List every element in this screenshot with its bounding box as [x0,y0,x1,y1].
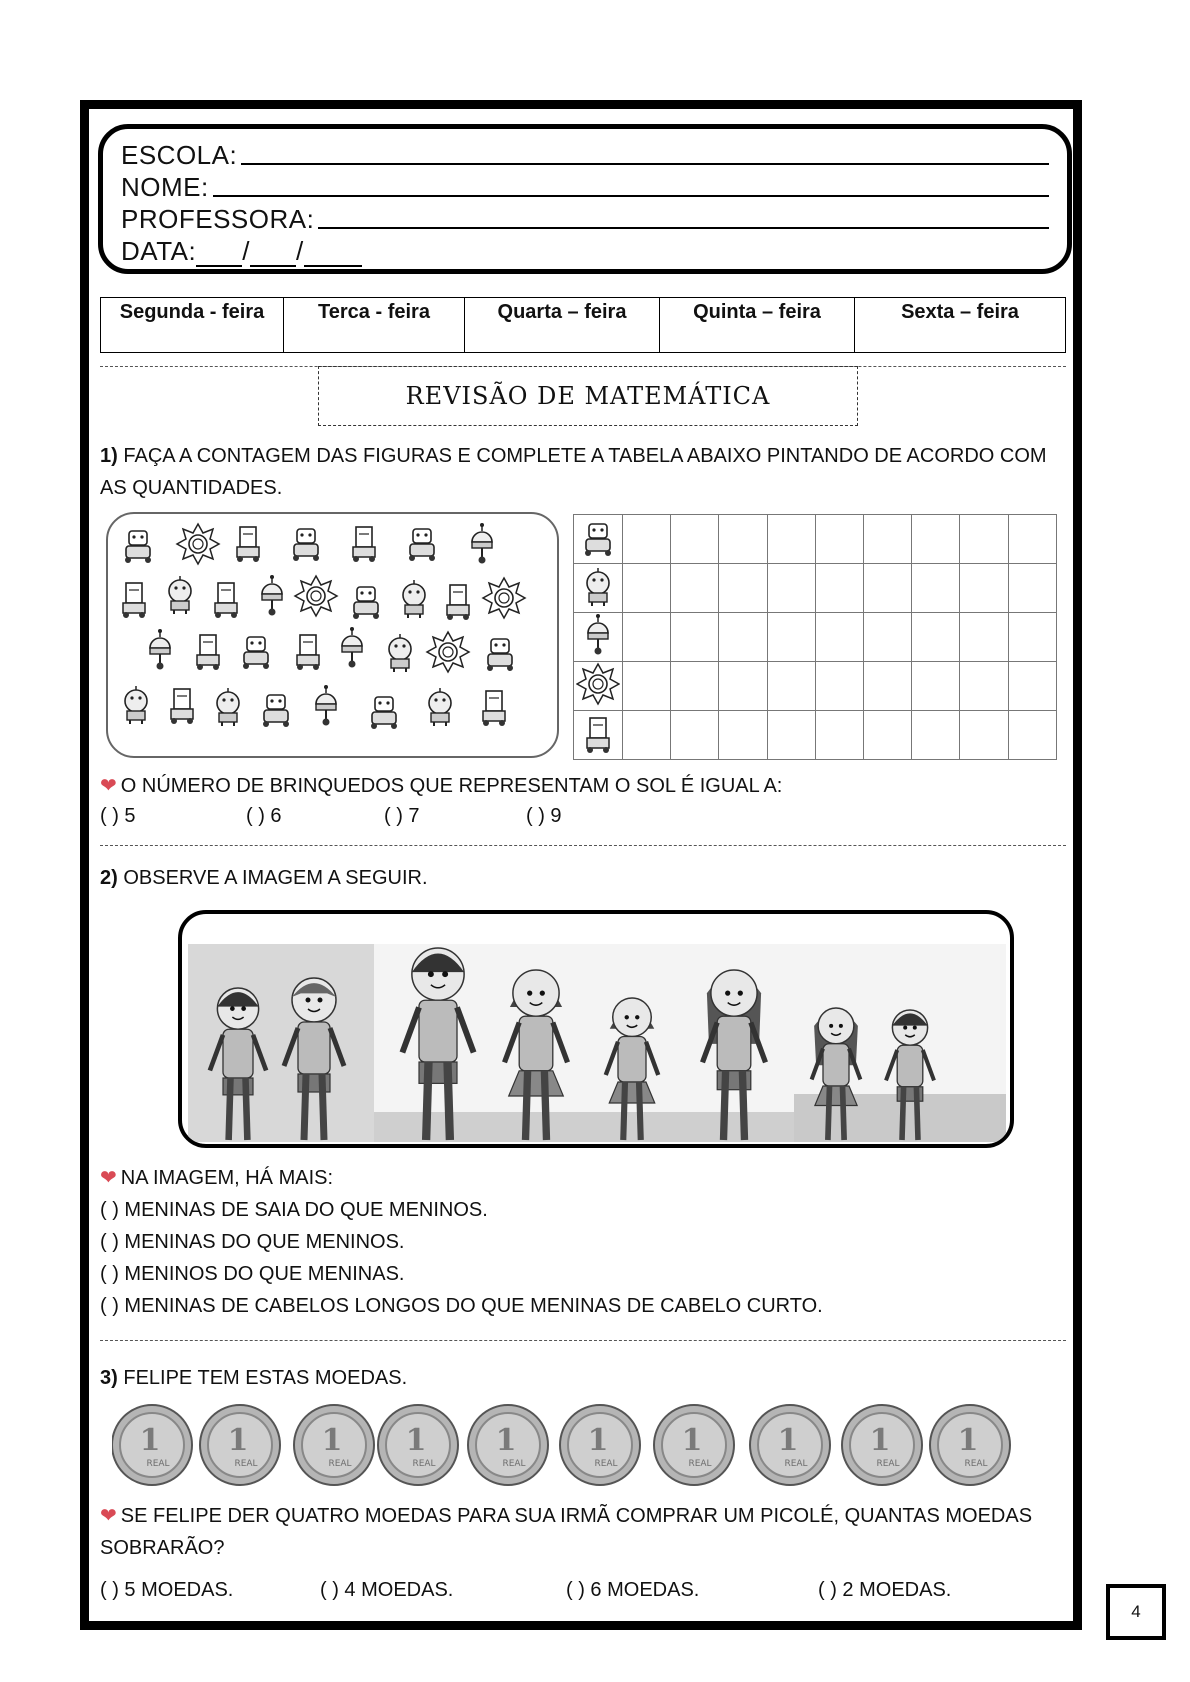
coin-icon [930,1405,1010,1485]
grid-cell[interactable] [960,564,1008,613]
robot-round-icon [342,627,362,668]
heart-icon: ❤ [100,775,117,797]
robot-egg-icon [574,564,623,613]
robot-egg-icon [125,686,147,724]
heart-icon: ❤ [100,1505,117,1527]
grid-cell[interactable] [1008,515,1056,564]
robot-egg-icon [169,576,191,614]
svg-text:1: 1 [321,1423,343,1458]
q1-option-4[interactable]: ( ) 9 [526,805,562,827]
q2-statement [100,862,428,894]
grid-cell[interactable] [767,662,815,711]
grid-cell[interactable] [1008,564,1056,613]
q2-option-3[interactable]: ( ) MENINOS DO QUE MENINAS. [100,1263,405,1285]
nome-field[interactable] [213,195,1049,197]
robot-box-icon [197,635,219,670]
svg-text:1: 1 [139,1423,161,1458]
q1-text-cont: AS QUANTIDADES. [100,477,283,499]
q3-text: FELIPE TEM ESTAS MOEDAS. [123,1367,408,1389]
professora-label: PROFESSORA: [121,204,315,234]
date-separator: / [295,236,304,266]
q3-number: 3) [100,1367,118,1389]
q1-question [100,770,782,802]
grid-cell[interactable] [719,711,767,760]
q1-statement [100,440,1070,472]
grid-cell[interactable] [864,515,912,564]
svg-text:REAL: REAL [964,1459,988,1469]
svg-text:REAL: REAL [594,1459,618,1469]
professora-field[interactable] [318,227,1049,229]
robot-egg-icon [389,634,411,672]
coin-icon [294,1405,374,1485]
robot-round-icon [472,523,492,564]
date-separator: / [242,236,250,266]
robot-round-icon [262,575,282,616]
q3-option-1[interactable]: ( ) 5 MOEDAS. [100,1579,234,1601]
svg-text:1: 1 [777,1423,799,1458]
q2-text: OBSERVE A IMAGEM A SEGUIR. [123,867,428,889]
robot-box-icon [297,635,319,670]
svg-text:1: 1 [227,1423,249,1458]
grid-cell[interactable] [960,613,1008,662]
robot-round-icon [574,613,623,662]
svg-text:REAL: REAL [328,1459,352,1469]
sun-icon [295,576,337,616]
svg-text:1: 1 [681,1423,703,1458]
coin-icon [112,1405,192,1485]
robot-square-icon [293,529,319,561]
svg-text:1: 1 [957,1423,979,1458]
grid-cell[interactable] [1008,662,1056,711]
q1-option-1[interactable]: ( ) 5 [100,805,136,827]
date-year-field[interactable] [304,243,362,267]
grid-cell[interactable] [1008,613,1056,662]
robot-round-icon [150,629,170,670]
professora-line [121,203,1049,235]
grid-cell[interactable] [622,711,670,760]
svg-text:REAL: REAL [688,1459,712,1469]
date-day-field[interactable] [196,243,242,267]
q3-option-2[interactable]: ( ) 4 MOEDAS. [320,1579,454,1601]
robot-box-icon [447,585,469,620]
day-cell-quarta[interactable]: Quarta – feira [465,298,660,353]
escola-line [121,139,1049,171]
toys-picture [106,512,559,758]
q3-option-4[interactable]: ( ) 2 MOEDAS. [818,1579,952,1601]
counting-grid [573,514,1057,760]
grid-cell[interactable] [815,613,863,662]
grid-cell[interactable] [622,662,670,711]
q3-question-cont: SOBRARÃO? [100,1537,225,1559]
grid-cell[interactable] [864,613,912,662]
student-info-box [98,124,1072,274]
q1-option-3[interactable]: ( ) 7 [384,805,420,827]
coin-icon [654,1405,734,1485]
nome-label: NOME: [121,172,209,202]
svg-text:REAL: REAL [412,1459,436,1469]
q2-option-1[interactable]: ( ) MENINAS DE SAIA DO QUE MENINOS. [100,1199,488,1221]
grid-cell[interactable] [719,564,767,613]
svg-text:1: 1 [587,1423,609,1458]
grid-cell[interactable] [719,662,767,711]
grid-cell[interactable] [815,662,863,711]
q3-question [100,1500,1070,1532]
grid-row [574,662,1057,711]
robot-box-icon [353,527,375,562]
escola-label: ESCOLA: [121,140,238,170]
day-cell-terca[interactable]: Terca - feira [284,298,465,353]
grid-cell[interactable] [767,564,815,613]
weekday-table [100,297,1066,353]
day-cell-quinta[interactable]: Quinta – feira [660,298,855,353]
q2-question [100,1162,333,1194]
q1-number: 1) [100,445,118,467]
q1-question-text: O NÚMERO DE BRINQUEDOS QUE REPRESENTAM O SOL É IGUAL A: [120,775,783,797]
page-title: REVISÃO DE MATEMÁTICA [318,366,858,426]
robot-egg-icon [429,688,451,726]
toys-illustration [108,514,557,756]
svg-text:1: 1 [405,1423,427,1458]
q2-option-4[interactable]: ( ) MENINAS DE CABELOS LONGOS DO QUE MENINAS DE CABELO CURTO. [100,1295,823,1317]
grid-cell[interactable] [622,613,670,662]
grid-cell[interactable] [671,662,719,711]
svg-text:REAL: REAL [146,1459,170,1469]
grid-cell[interactable] [960,662,1008,711]
grid-cell[interactable] [767,613,815,662]
grid-cell[interactable] [815,515,863,564]
divider [100,1340,1066,1341]
grid-cell[interactable] [719,515,767,564]
robot-box-icon [215,583,237,618]
grid-cell[interactable] [622,515,670,564]
grid-cell[interactable] [960,515,1008,564]
q3-question-text: SE FELIPE DER QUATRO MOEDAS PARA SUA IRMÃ COMPRAR UM PICOLÉ, QUANTAS MOEDAS [120,1505,1033,1527]
grid-cell[interactable] [671,515,719,564]
coin-icon [378,1405,458,1485]
grid-cell[interactable] [767,711,815,760]
data-line [121,235,1049,267]
grid-cell[interactable] [815,564,863,613]
q1-option-2[interactable]: ( ) 6 [246,805,282,827]
grid-cell[interactable] [912,613,960,662]
children-illustration [188,944,1006,1142]
date-month-field[interactable] [250,243,296,267]
robot-square-icon [487,639,513,671]
robot-square-icon [353,587,379,619]
svg-text:1: 1 [869,1423,891,1458]
grid-row [574,711,1057,760]
robot-box-icon [483,691,505,726]
day-cell-segunda[interactable]: Segunda - feira [101,298,284,353]
robot-square-icon [125,531,151,563]
divider [100,845,1066,846]
grid-cell[interactable] [960,711,1008,760]
svg-text:1: 1 [495,1423,517,1458]
grid-cell[interactable] [912,564,960,613]
q3-option-3[interactable]: ( ) 6 MOEDAS. [566,1579,700,1601]
grid-cell[interactable] [912,515,960,564]
robot-box-icon [123,583,145,618]
grid-cell[interactable] [864,711,912,760]
grid-row [574,564,1057,613]
robot-square-icon [263,695,289,727]
grid-cell[interactable] [671,564,719,613]
nome-line [121,171,1049,203]
sun-icon [483,578,525,618]
grid-cell[interactable] [719,613,767,662]
coin-icon [842,1405,922,1485]
q2-question-text: NA IMAGEM, HÁ MAIS: [120,1167,334,1189]
svg-text:REAL: REAL [784,1459,808,1469]
escola-field[interactable] [241,163,1049,165]
heart-icon: ❤ [100,1167,117,1189]
children-picture [178,910,1014,1148]
grid-cell[interactable] [815,711,863,760]
coin-icon [200,1405,280,1485]
robot-box-icon [237,527,259,562]
coin-icon [560,1405,640,1485]
svg-text:REAL: REAL [502,1459,526,1469]
q3-statement [100,1362,407,1394]
grid-cell[interactable] [912,662,960,711]
grid-cell[interactable] [671,711,719,760]
page-number: 4 [1106,1584,1166,1640]
grid-cell[interactable] [622,564,670,613]
grid-cell[interactable] [912,711,960,760]
svg-text:REAL: REAL [876,1459,900,1469]
coin-icon [750,1405,830,1485]
coin-icon [468,1405,548,1485]
grid-row [574,515,1057,564]
grid-cell[interactable] [767,515,815,564]
robot-square-icon [409,529,435,561]
robot-square-icon [243,637,269,669]
sun-icon [427,632,469,672]
robot-square-icon [574,515,623,564]
robot-box-icon [171,689,193,724]
sun-icon [574,662,623,711]
grid-cell[interactable] [671,613,719,662]
robot-round-icon [316,685,336,726]
robot-square-icon [371,697,397,729]
coins-row [112,1402,1052,1488]
data-label: DATA: [121,236,197,266]
grid-row [574,613,1057,662]
robot-egg-icon [403,580,425,618]
day-cell-sexta[interactable]: Sexta – feira [855,298,1066,353]
robot-box-icon [574,711,623,760]
svg-text:REAL: REAL [234,1459,258,1469]
grid-cell[interactable] [864,662,912,711]
q1-text: FAÇA A CONTAGEM DAS FIGURAS E COMPLETE A TABELA ABAIXO PINTANDO DE ACORDO COM [123,445,1047,467]
q2-number: 2) [100,867,118,889]
grid-cell[interactable] [1008,711,1056,760]
grid-cell[interactable] [864,564,912,613]
sun-icon [177,524,219,564]
robot-egg-icon [217,688,239,726]
q2-option-2[interactable]: ( ) MENINAS DO QUE MENINOS. [100,1231,405,1253]
